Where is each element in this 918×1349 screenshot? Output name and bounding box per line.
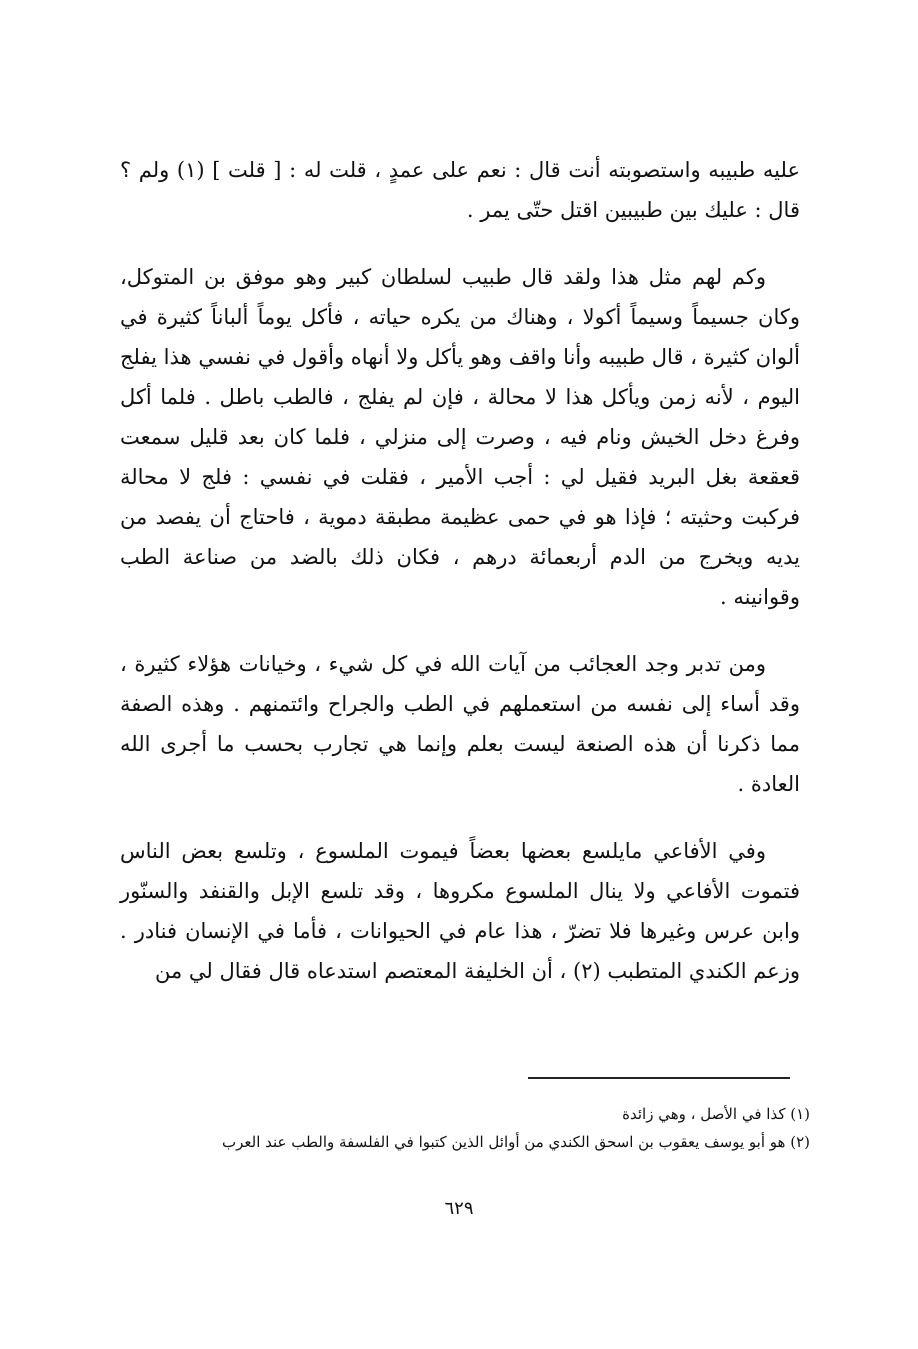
paragraph: ومن تدبر وجد العجائب من آيات الله في كل شيء ، وخيانات هؤلاء كثيرة ، وقد أساء إلى نفسه من استعملهم في الطب والجراح وائتمنهم . وهذه الصفة مما ذكرنا أن هذه الصنعة ليست بعلم وإنما هي تجارب بحسب ما أجرى الله العادة . [120, 652, 800, 796]
footnote-divider [528, 1077, 790, 1079]
footnotes [110, 1100, 810, 1156]
footnote: (١) كذا في الأصل ، وهي زائدة [622, 1105, 810, 1123]
body-text [120, 150, 800, 1018]
page-number: ٦٢٩ [444, 1198, 474, 1219]
paragraph: عليه طبيبه واستصوبته أنت قال : نعم على عمدٍ ، قلت له : [ قلت ] (١) ولم ؟ قال : عليك بين طبيبين اقتل حتّى يمر . [120, 158, 800, 222]
paragraph: وفي الأفاعي مايلسع بعضها بعضاً فيموت الملسوع ، وتلسع بعض الناس فتموت الأفاعي ولا ينال الملسوع مكروها ، وقد تلسع الإبل والقنفد والسنّور وابن عرس وغيرها فلا تضرّ ، هذا عام في الحيوانات ، فأما في الإنسان فنادر . وزعم الكندي المتطبب (٢) ، أن الخليفة المعتصم استدعاه قال فقال لي من [120, 839, 800, 983]
paragraph: وكم لهم مثل هذا ولقد قال طبيب لسلطان كبير وهو موفق بن المتوكل، وكان جسيماً وسيماً أكولا ، وهناك من يكره حياته ، فأكل يوماً ألباناً كثيرة في ألوان كثيرة ، قال طبيبه وأنا واقف وهو يأكل ولا أنهاه وأقول في نفسي هذا يفلج اليوم ، لأنه زمن ويأكل هذا لا محالة ، فإن لم يفلج ، فالطب باطل . فلما أكل وفرغ دخل الخيش ونام فيه ، وصرت إلى منزلي ، فلما كان بعد قليل سمعت قعقعة بغل البريد فقيل لي : أجب الأمير ، فقلت في نفسي : فلج لا محالة فركبت وحثيته ؛ فإذا هو في حمى عظيمة مطبقة دموية ، فاحتاج أن يفصد من يديه ويخرج من الدم أربعمائة درهم ، فكان ذلك بالضد من صناعة الطب وقوانينه . [120, 265, 800, 609]
footnote: (٢) هو أبو يوسف يعقوب بن اسحق الكندي من أوائل الذين كتبوا في الفلسفة والطب عند العرب [222, 1133, 810, 1151]
